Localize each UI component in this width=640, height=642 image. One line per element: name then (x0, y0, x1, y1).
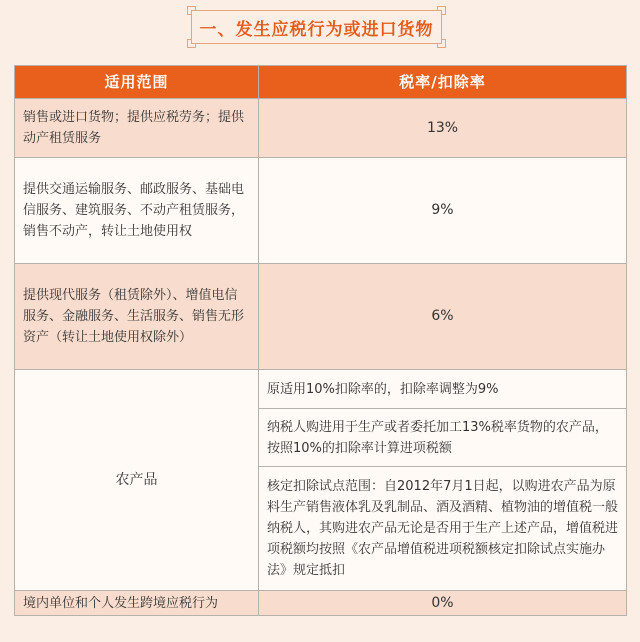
section-title: 一、发生应税行为或进口货物 (191, 10, 442, 44)
rate-cell: 核定扣除试点范围：自2012年7月1日起，以购进农产品为原料生产销售液体乳及乳制品、酒及酒精、植物油的增值税一般纳税人，其购进农产品无论是否用于生产上述产品，增值税进项税额均按照《农产品增值税进项税额核定扣除试点实施办法》规定抵扣 (259, 467, 627, 591)
table-row (15, 591, 627, 616)
scope-cell-agri: 农产品 (15, 370, 259, 591)
table-header-row (15, 66, 627, 99)
header-scope: 适用范围 (15, 66, 259, 99)
scope-cell: 提供交通运输服务、邮政服务、基础电信服务、建筑服务、不动产租赁服务，销售不动产，转让土地使用权 (15, 158, 259, 264)
scope-cell: 提供现代服务（租赁除外）、增值电信服务、金融服务、生活服务、销售无形资产（转让土地使用权除外） (15, 264, 259, 370)
rate-cell: 原适用10%扣除率的，扣除率调整为9% (259, 370, 627, 409)
scope-cell: 境内单位和个人发生跨境应税行为 (15, 591, 259, 616)
scope-cell: 销售或进口货物；提供应税劳务；提供动产租赁服务 (15, 99, 259, 158)
rate-cell: 6% (259, 264, 627, 370)
section-title-frame (187, 6, 446, 48)
rate-cell: 13% (259, 99, 627, 158)
table-row (15, 99, 627, 158)
tax-rate-table (14, 65, 627, 616)
table-row (15, 158, 627, 264)
rate-cell: 0% (259, 591, 627, 616)
header-rate: 税率/扣除率 (259, 66, 627, 99)
table-row (15, 370, 627, 409)
rate-cell: 纳税人购进用于生产或者委托加工13%税率货物的农产品，按照10%的扣除率计算进项税额 (259, 409, 627, 467)
rate-cell: 9% (259, 158, 627, 264)
table-row (15, 264, 627, 370)
